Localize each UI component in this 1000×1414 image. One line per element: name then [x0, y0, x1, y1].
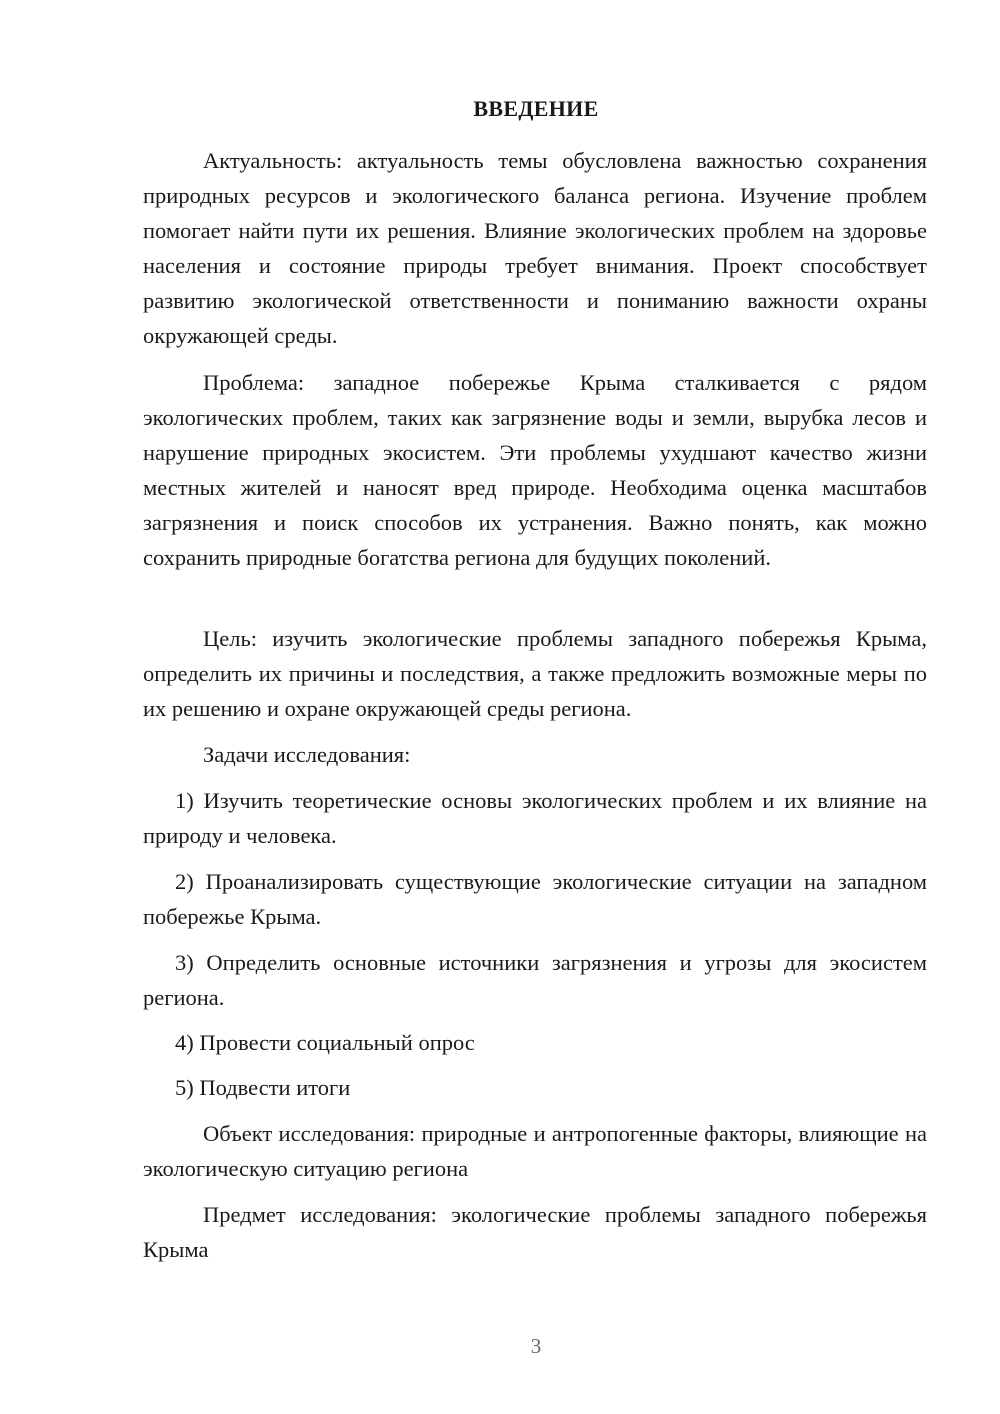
tasks-heading: Задачи исследования: — [203, 742, 411, 767]
page-title: ВВЕДЕНИЕ — [473, 96, 599, 121]
task-item-1: 1) Изучить теоретические основы экологических проблем и их влияние на природу и человека. — [143, 788, 927, 848]
task-item-3: 3) Определить основные источники загрязнения и угрозы для экосистем региона. — [143, 950, 927, 1010]
subject-paragraph: Предмет исследования: экологические проблемы западного побережья Крыма — [143, 1202, 927, 1262]
relevance-paragraph: Актуальность: актуальность темы обусловлена важностью сохранения природных ресурсов и экологического баланса региона. Изучение проблем помогает найти пути их решения. Влияние экологических проблем на здоровье населения и состояние природы требует внимания. Проект способствует развитию экологической ответственности и пониманию важности охраны окружающей среды. — [143, 148, 927, 348]
goal-paragraph: Цель: изучить экологические проблемы западного побережья Крыма, определить их причины и последствия, а также предложить возможные меры по их решению и охране окружающей среды региона. — [143, 626, 927, 721]
task-item-4: 4) Провести социальный опрос — [175, 1030, 475, 1055]
task-item-2: 2) Проанализировать существующие экологические ситуации на западном побережье Крыма. — [143, 869, 927, 929]
problem-paragraph: Проблема: западное побережье Крыма сталкивается с рядом экологических проблем, таких как загрязнение воды и земли, вырубка лесов и нарушение природных экосистем. Эти проблемы ухудшают качество жизни местных жителей и наносят вред природе. Необходима оценка масштабов загрязнения и поиск способов их устранения. Важно понять, как можно сохранить природные богатства региона для будущих поколений. — [143, 370, 927, 570]
task-item-5: 5) Подвести итоги — [175, 1075, 351, 1100]
object-paragraph: Объект исследования: природные и антропогенные факторы, влияющие на экологическую ситуацию региона — [143, 1121, 927, 1181]
page-number: 3 — [530, 1334, 542, 1358]
